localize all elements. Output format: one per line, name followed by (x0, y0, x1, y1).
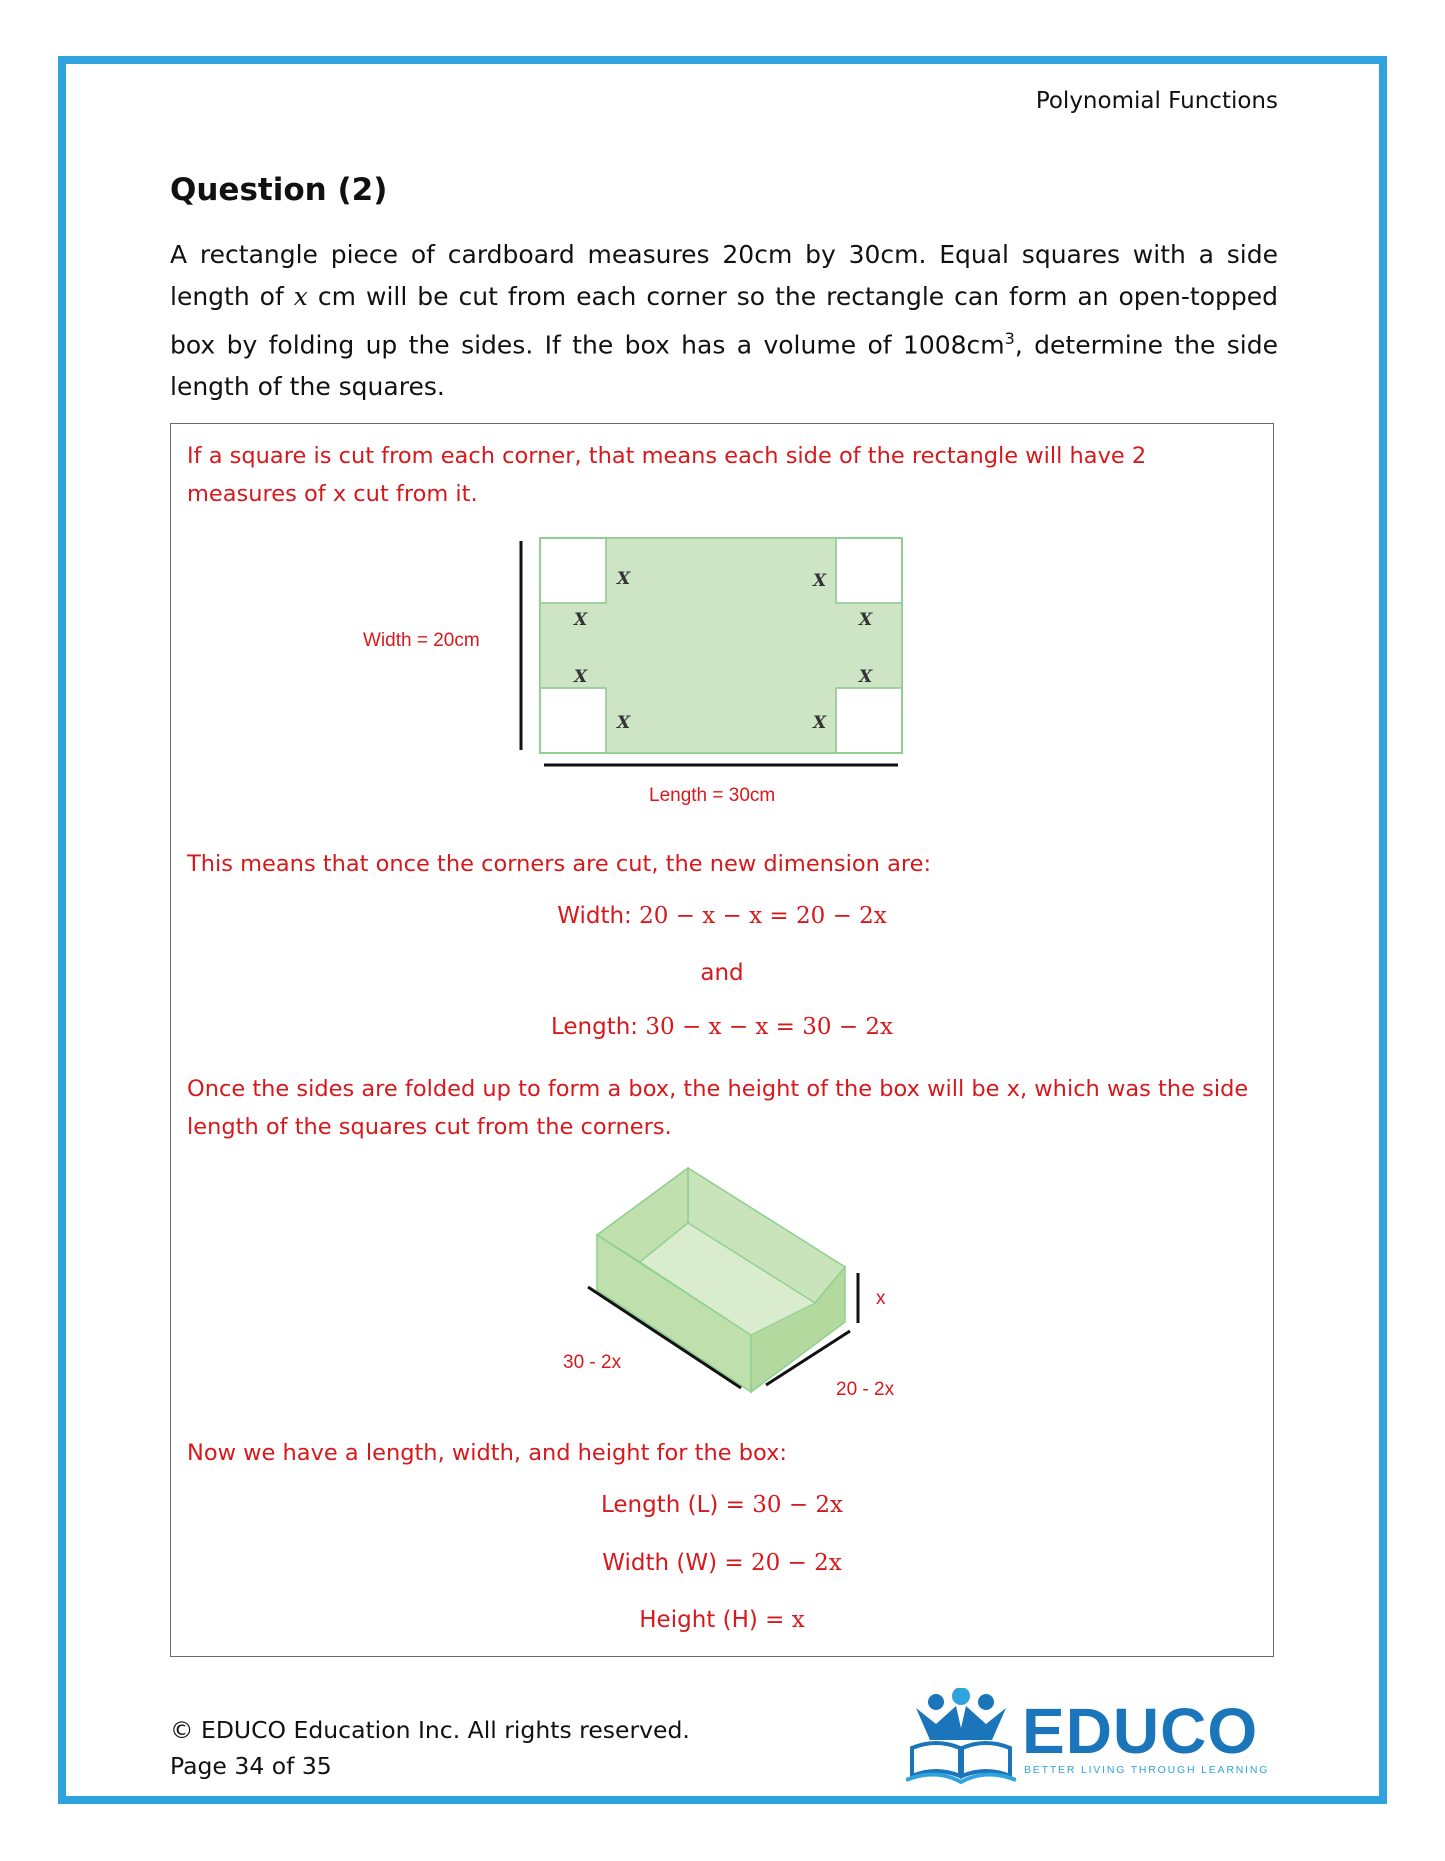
box-height-label: x (876, 1288, 886, 1309)
page-header: Polynomial Functions (1035, 88, 1278, 114)
copyright-text: © EDUCO Education Inc. All rights reserved. (170, 1716, 690, 1744)
height-formula: Height (H) = x (639, 1607, 805, 1633)
educo-logo-icon (906, 1688, 1016, 1788)
solution-paragraph-4: Now we have a length, width, and height for the box: (187, 1440, 787, 1466)
question-text: A rectangle piece of cardboard measures 20cm by 30cm. Equal squares with a side length of x cm will be cut from each corner so the rectangle can form an open-topped box by folding up the sides. If the box has a volume of $1008cm^3$, determine the side length of the squares. (170, 240, 1279, 402)
corner-mark-x: X (859, 667, 873, 687)
page-number: Page 34 of 35 (170, 1752, 332, 1780)
width-formula: Width (W) = 20 − 2x (602, 1550, 842, 1576)
box-width-label: 20 - 2x (836, 1379, 895, 1400)
corner-mark-x: X (574, 667, 588, 687)
width-equation: Width: 20 − x − x = 20 − 2x (557, 903, 887, 929)
corner-mark-x: X (617, 569, 631, 589)
corner-mark-x: X (574, 610, 588, 630)
box-length-label: 30 - 2x (563, 1352, 622, 1373)
educo-logo-text: EDUCO (1022, 1695, 1259, 1767)
length-label: Length = 30cm (649, 785, 776, 806)
educo-logo-tagline: BETTER LIVING THROUGH LEARNING (1024, 1764, 1270, 1776)
corner-mark-x: X (617, 713, 631, 733)
solution-paragraph-2: This means that once the corners are cut, the new dimension are: (187, 851, 932, 877)
solution-paragraph-3: Once the sides are folded up to form a box, the height of the box will be x, which was the side length of the squares cut from the corners. (187, 1076, 1249, 1140)
corner-mark-x: X (859, 610, 873, 630)
and-text: and (700, 960, 744, 986)
width-label: Width = 20cm (363, 630, 480, 651)
question-title: Question (2) (170, 172, 388, 208)
corner-mark-x: X (813, 571, 827, 591)
length-formula: Length (L) = 30 − 2x (600, 1492, 844, 1518)
length-equation: Length: 30 − x − x = 30 − 2x (550, 1014, 894, 1040)
corner-mark-x: X (813, 713, 827, 733)
solution-paragraph-1: If a square is cut from each corner, that means each side of the rectangle will have 2 measures of x cut from it. (187, 443, 1147, 507)
